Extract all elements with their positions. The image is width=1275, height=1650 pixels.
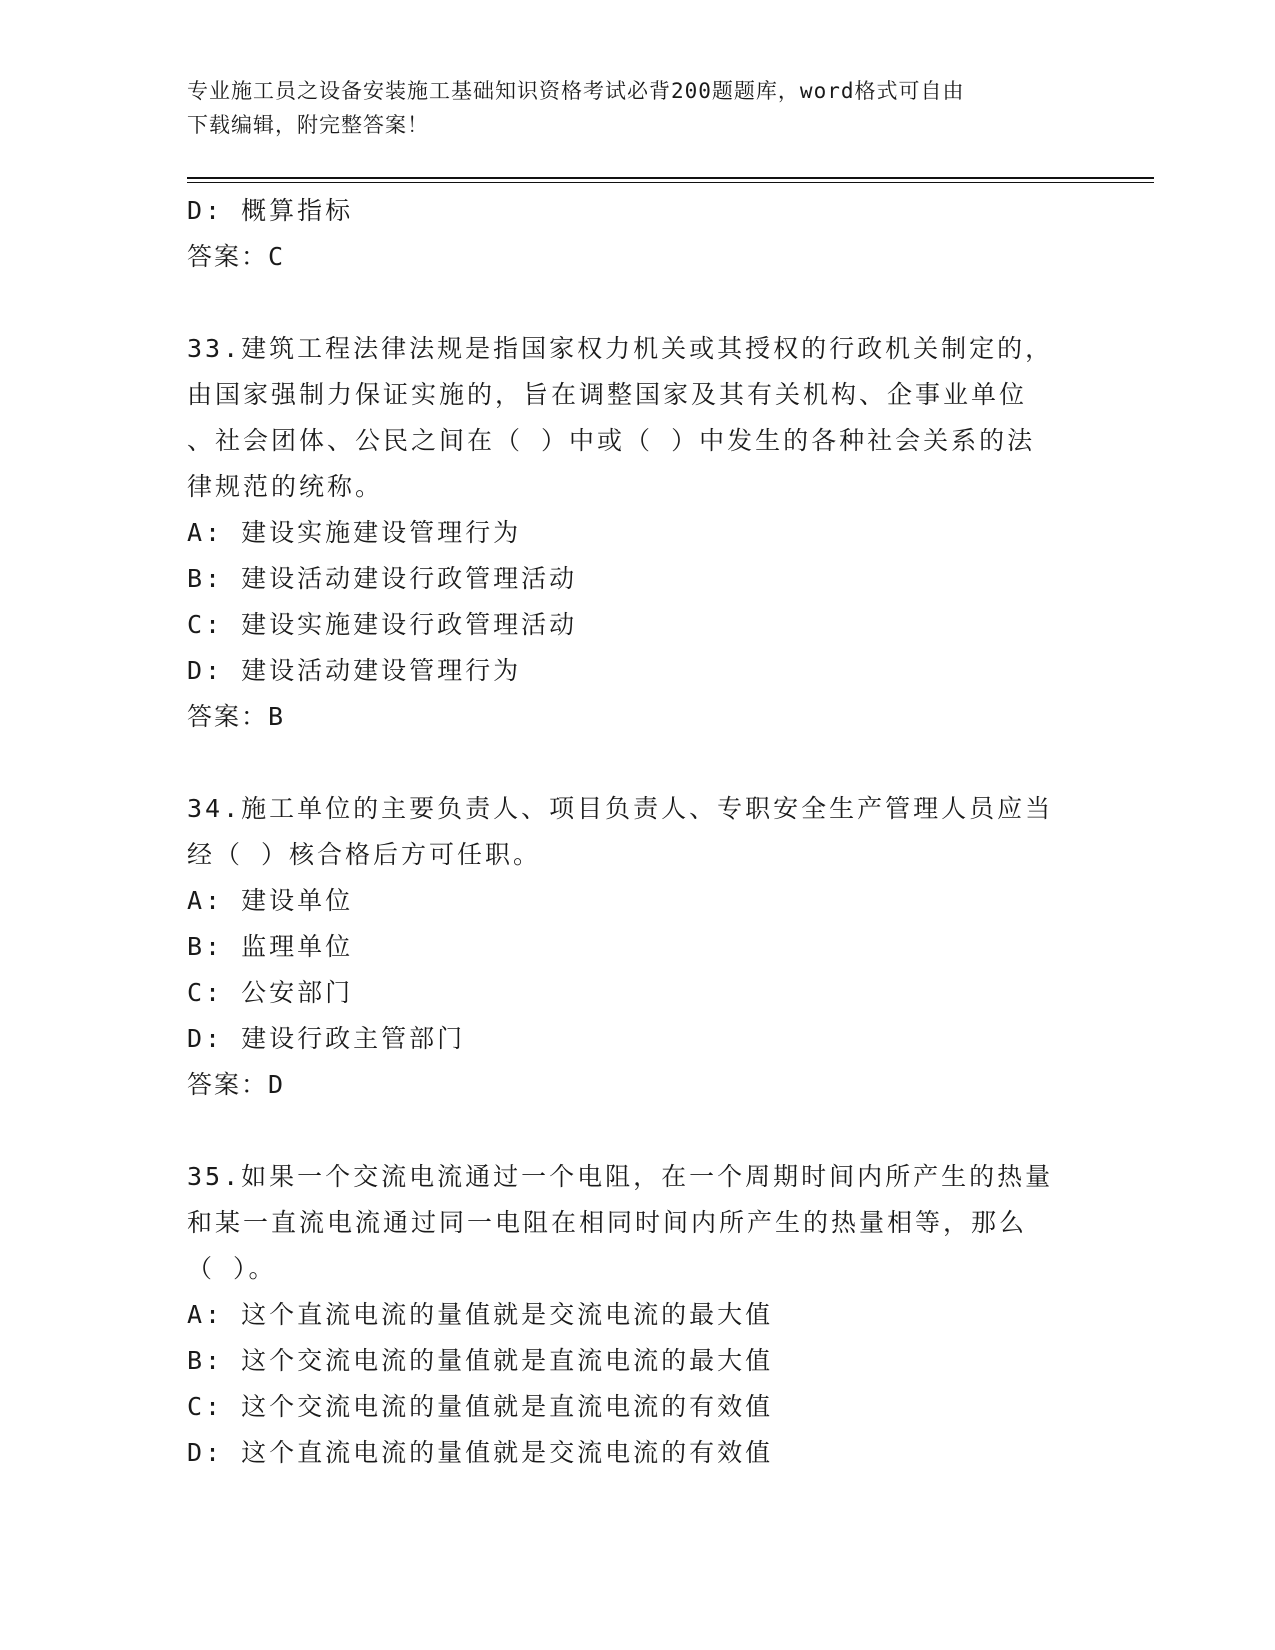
spacer bbox=[187, 280, 1087, 326]
answer-value: B bbox=[268, 702, 286, 731]
spacer bbox=[187, 1108, 1087, 1154]
header-line-1: 专业施工员之设备安装施工基础知识资格考试必背200题题库，word格式可自由 bbox=[187, 79, 965, 103]
question-text-line: 律规范的统称。 bbox=[187, 472, 384, 501]
document-body bbox=[187, 188, 1087, 1476]
option-b: B: 这个交流电流的量值就是直流电流的最大值 bbox=[187, 1346, 774, 1375]
option-d: D: 这个直流电流的量值就是交流电流的有效值 bbox=[187, 1438, 774, 1467]
question-text-line: 35.如果一个交流电流通过一个电阻，在一个周期时间内所产生的热量 bbox=[187, 1162, 1054, 1191]
option-a: A: 建设单位 bbox=[187, 886, 354, 915]
option-b: B: 建设活动建设行政管理活动 bbox=[187, 564, 578, 593]
question-text-line: 、社会团体、公民之间在（ ）中或（ ）中发生的各种社会关系的法 bbox=[187, 426, 1036, 455]
option-c: C: 公安部门 bbox=[187, 978, 354, 1007]
option-c: C: 建设实施建设行政管理活动 bbox=[187, 610, 578, 639]
answer-value: D bbox=[268, 1070, 286, 1099]
answer bbox=[187, 1062, 1087, 1108]
option-c: C: 这个交流电流的量值就是直流电流的有效值 bbox=[187, 1392, 774, 1421]
question-35 bbox=[187, 1154, 1087, 1476]
option-a: A: 建设实施建设管理行为 bbox=[187, 518, 522, 547]
answer-value: C bbox=[268, 242, 286, 271]
answer-label: 答案： bbox=[187, 1070, 269, 1099]
question-text-line: 由国家强制力保证实施的，旨在调整国家及其有关机构、企事业单位 bbox=[187, 380, 1028, 409]
question-text-line: 和某一直流电流通过同一电阻在相同时间内所产生的热量相等，那么 bbox=[187, 1208, 1028, 1237]
spacer bbox=[187, 740, 1087, 786]
option-b: B: 监理单位 bbox=[187, 932, 354, 961]
header-rule-thin bbox=[187, 182, 1154, 183]
answer bbox=[187, 694, 1087, 740]
question-text-line: 33.建筑工程法律法规是指国家权力机关或其授权的行政机关制定的， bbox=[187, 334, 1054, 363]
option-d: D: 建设行政主管部门 bbox=[187, 1024, 466, 1053]
header-rule-thick bbox=[187, 177, 1154, 179]
answer-label: 答案： bbox=[187, 702, 269, 731]
header-line-2: 下载编辑，附完整答案！ bbox=[187, 113, 429, 137]
question-34 bbox=[187, 786, 1087, 1108]
option-d: D: 建设活动建设管理行为 bbox=[187, 656, 522, 685]
question-text-line: 经（ ）核合格后方可任职。 bbox=[187, 840, 542, 869]
question-33 bbox=[187, 326, 1087, 740]
prev-option-d: D: 概算指标 bbox=[187, 196, 354, 225]
option-a: A: 这个直流电流的量值就是交流电流的最大值 bbox=[187, 1300, 774, 1329]
question-text-line: 34.施工单位的主要负责人、项目负责人、专职安全生产管理人员应当 bbox=[187, 794, 1054, 823]
question-text-line: （ ）。 bbox=[187, 1254, 277, 1283]
answer-label: 答案： bbox=[187, 242, 269, 271]
prev-answer bbox=[187, 234, 1087, 280]
document-header bbox=[187, 74, 1077, 142]
